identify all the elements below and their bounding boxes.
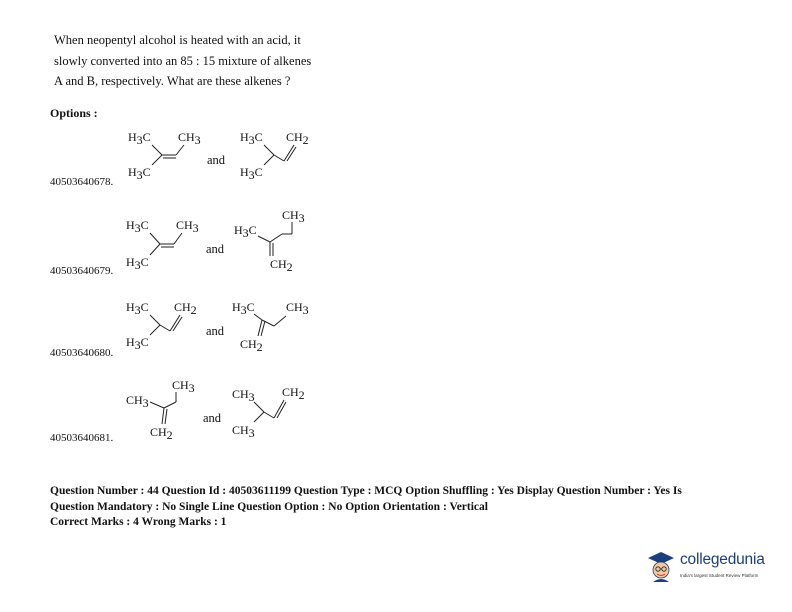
option-2-structure-a [118,216,208,274]
option-1-structure-a [120,128,210,184]
logo-tagline: India's largest Student Review Platform [680,573,759,578]
svg-text:CH3: CH3 [172,378,195,395]
svg-text:H3C: H3C [126,335,149,352]
svg-text:CH3: CH3 [126,393,149,410]
option-3-structure-b [224,298,324,358]
svg-text:H3C: H3C [232,300,255,317]
metadata-line-2: Question Mandatory : No Single Line Question Option : No Option Orientation : Vertical [50,500,488,513]
svg-text:H3C: H3C [126,300,149,317]
svg-text:CH3: CH3 [232,387,255,404]
option-2-structure-b [226,206,326,276]
svg-text:H3C: H3C [240,165,263,182]
graduate-avatar-icon [646,549,676,583]
option-4-structure-b [224,382,324,442]
svg-text:H3C: H3C [240,130,263,147]
svg-text:CH2: CH2 [286,130,309,147]
collegedunia-logo [646,547,792,587]
question-metadata [50,484,750,531]
svg-text:CH3: CH3 [286,300,309,317]
svg-text:CH3: CH3 [176,218,199,235]
option-3-structure-a [118,298,208,354]
svg-text:H3C: H3C [128,165,151,182]
option-1-structure-b [232,128,322,184]
svg-text:CH2: CH2 [150,425,173,442]
option-4-and: and [203,411,222,425]
logo-brand-name: collegedunia [680,551,765,568]
option-1-id[interactable]: 40503640678. [50,176,114,188]
metadata-line-1: Question Number : 44 Question Id : 40503611199 Question Type : MCQ Option Shuffling : Yes Display Question Number : Yes Is [50,485,682,497]
svg-text:CH3: CH3 [282,208,305,225]
metadata-line-3: Correct Marks : 4 Wrong Marks : 1 [50,516,227,528]
svg-text:H3C: H3C [234,223,257,240]
option-4-structure-a [118,376,218,444]
option-2-and: and [206,242,225,256]
svg-text:H3C: H3C [128,130,151,147]
svg-text:CH2: CH2 [282,385,305,402]
svg-text:CH2: CH2 [240,337,263,354]
svg-text:CH3: CH3 [232,423,255,440]
option-2-id[interactable]: 40503640679. [50,265,114,277]
svg-text:CH2: CH2 [270,257,293,274]
option-3-id[interactable]: 40503640680. [50,347,114,359]
question-text: When neopentyl alcohol is heated with an acid, it slowly converted into an 85 : 15 mixture of alkenes A and B, respectively. What are these alkenes ? [54,33,312,88]
options-label: Options : [50,106,98,120]
svg-text:CH3: CH3 [178,130,201,147]
svg-text:H3C: H3C [126,218,149,235]
svg-text:CH2: CH2 [174,300,197,317]
option-4-id[interactable]: 40503640681. [50,432,114,444]
option-3-and: and [206,324,225,338]
option-1-and: and [207,153,226,167]
svg-text:H3C: H3C [126,255,149,272]
